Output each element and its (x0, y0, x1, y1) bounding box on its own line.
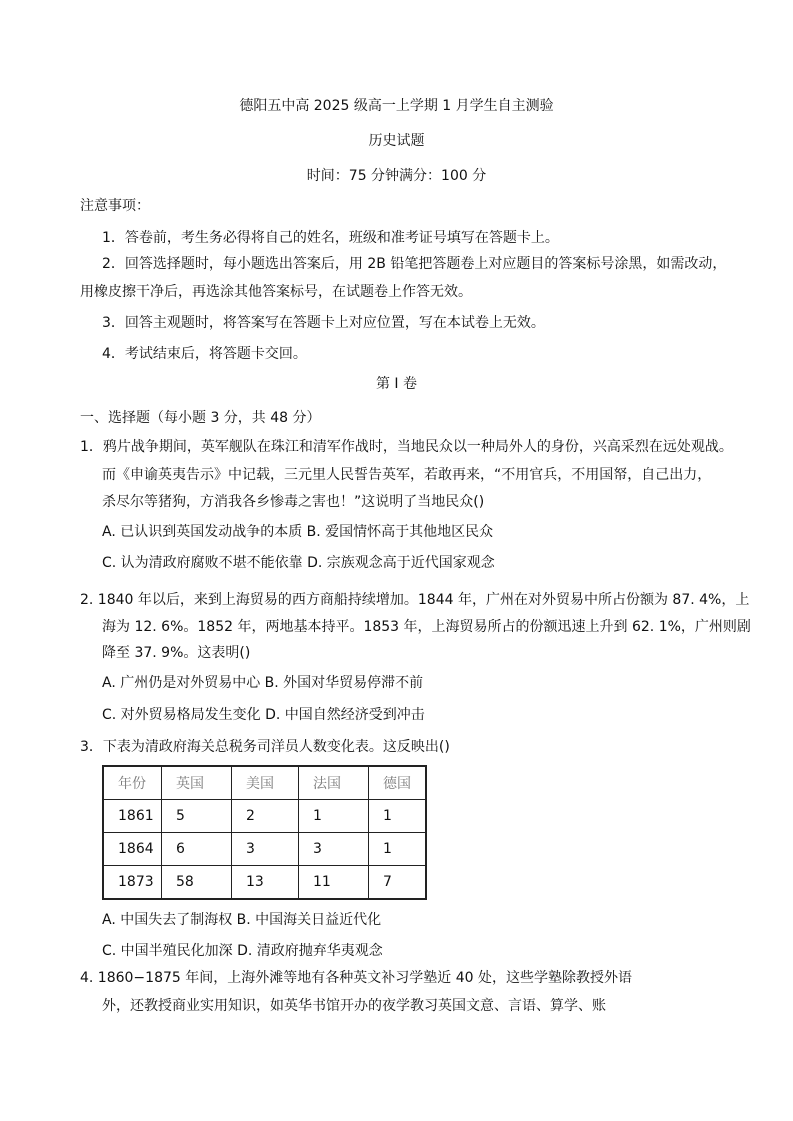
q2-options-ab: A. 广州仍是对外贸易中心 B. 外国对华贸易停滞不前 (102, 675, 424, 691)
table-header-cell: 美国 (232, 766, 299, 800)
notice-item-2-line-1: 2．回答选择题时，每小题选出答案后，用 2B 铅笔把答题卷上对应题目的答案标号涂黑，如需改动， (102, 256, 727, 272)
q3-table (102, 765, 427, 900)
exam-time-info: 时间：75 分钟满分：100 分 (306, 168, 487, 184)
q1-line-3: 杀尽尔等猪狗，方消我各乡惨毒之害也！”这说明了当地民众() (102, 494, 485, 510)
table-cell: 3 (232, 833, 299, 866)
table-cell: 1 (299, 800, 369, 833)
q2-options-cd: C. 对外贸易格局发生变化 D. 中国自然经济受到冲击 (102, 707, 425, 723)
q2-line-2: 海为 12. 6%。1852 年，两地基本持平。1853 年，上海贸易所占的份额迅速上升到 62. 1%，广州则剧 (102, 619, 751, 635)
table-header-row (103, 766, 426, 800)
table-cell: 5 (162, 800, 232, 833)
q2-line-3: 降至 37. 9%。这表明() (102, 645, 251, 661)
notice-item-2-line-2: 用橡皮擦干净后，再选涂其他答案标号，在试题卷上作答无效。 (80, 284, 472, 300)
notice-item-1: 1．答卷前，考生务必得将自己的姓名，班级和准考证号填写在答题卡上。 (102, 230, 559, 246)
table-cell: 2 (232, 800, 299, 833)
table-cell: 3 (299, 833, 369, 866)
q3-options-ab: A. 中国失去了制海权 B. 中国海关日益近代化 (102, 912, 382, 928)
table-row (103, 800, 426, 833)
table-cell: 1 (369, 833, 427, 866)
table-cell: 13 (232, 866, 299, 900)
q4-line-2: 外，还教授商业实用知识，如英华书馆开办的夜学教习英国文意、言语、算学、账 (102, 998, 606, 1014)
table-cell: 11 (299, 866, 369, 900)
q2-line-1: 2. 1840 年以后，来到上海贸易的西方商船持续增加。1844 年，广州在对外贸易中所占份额为 87. 4%，上 (80, 592, 750, 608)
table-header-cell: 年份 (103, 766, 162, 800)
table-cell: 1864 (103, 833, 162, 866)
table-cell: 1873 (103, 866, 162, 900)
table-header-cell: 德国 (369, 766, 427, 800)
q3-options-cd: C. 中国半殖民化加深 D. 清政府抛弃华夷观念 (102, 943, 383, 959)
table-cell: 1861 (103, 800, 162, 833)
q1-options-ab: A. 已认识到英国发动战争的本质 B. 爱国情怀高于其他地区民众 (102, 524, 494, 540)
table-cell: 6 (162, 833, 232, 866)
table-row (103, 866, 426, 900)
exam-subject: 历史试题 (368, 133, 425, 149)
table-cell: 58 (162, 866, 232, 900)
q1-options-cd: C. 认为清政府腐败不堪不能依靠 D. 宗族观念高于近代国家观念 (102, 555, 495, 571)
table-header-cell: 法国 (299, 766, 369, 800)
table-header-cell: 英国 (162, 766, 232, 800)
table-row (103, 833, 426, 866)
q3-line-1: 3．下表为清政府海关总税务司洋员人数变化表。这反映出() (80, 739, 450, 755)
table-cell: 7 (369, 866, 427, 900)
section-heading: 一、选择题（每小题 3 分，共 48 分） (80, 410, 321, 426)
notice-item-3: 3．回答主观题时，将答案写在答题卡上对应位置，写在本试卷上无效。 (102, 315, 545, 331)
notice-item-4: 4．考试结束后，将答题卡交回。 (102, 346, 307, 362)
volume-label: 第 I 卷 (375, 376, 418, 392)
table-cell: 1 (369, 800, 427, 833)
q4-line-1: 4. 1860−1875 年间，上海外滩等地有各种英文补习学塾近 40 处，这些学塾除教授外语 (80, 970, 632, 986)
q1-line-1: 1．鸦片战争期间，英军舰队在珠江和清军作战时，当地民众以一种局外人的身份，兴高采烈在远处观战。 (80, 439, 733, 455)
exam-title: 德阳五中高 2025 级高一上学期 1 月学生自主测验 (239, 98, 554, 114)
notice-heading: 注意事项： (80, 198, 150, 214)
q1-line-2: 而《申谕英夷告示》中记载，三元里人民誓告英军，若敢再来，“不用官兵，不用国帑，自己出力， (102, 467, 712, 483)
